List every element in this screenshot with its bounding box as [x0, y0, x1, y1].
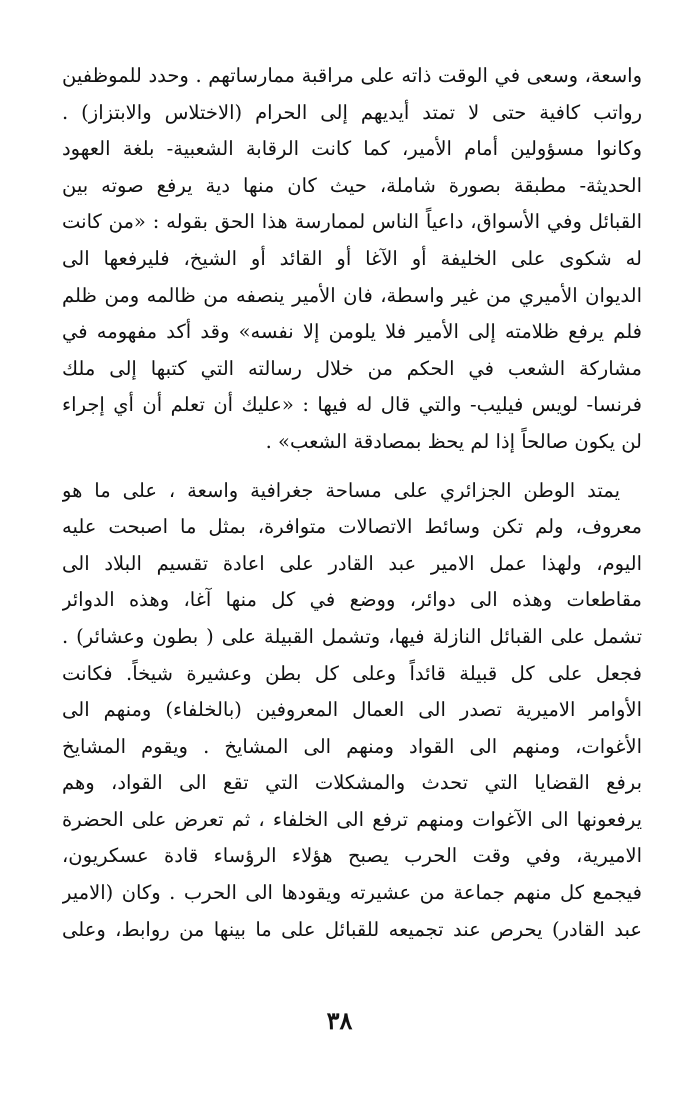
text-line: الحديثة- مطبقة بصورة شاملة، حيث كان منها دية يرفع صوته بين [62, 173, 642, 197]
text-line: لن يكون صالحاً إذا لم يحظ بمصادقة الشعب» . [265, 429, 642, 453]
paragraph-1 [62, 58, 642, 461]
text-line: يمتد الوطن الجزائري على مساحة جغرافية واسعة ، على ما هو [62, 478, 620, 502]
text-line: معروف، ولم تكن وسائط الاتصالات متوافرة، بمثل ما اصبحت عليه [62, 515, 642, 539]
text-line: له شكوى على الخليفة أو الآغا أو القائد أو الشيخ، فليرفعها الى [62, 246, 642, 270]
paragraph-2 [62, 473, 642, 949]
page-number: ٣٨ [326, 1006, 353, 1035]
text-line: الديوان الأميري من غير واسطة، فان الأمير ينصفه من ظالمه ومن ظلم [62, 283, 642, 307]
text-line: فيجمع كل منهم جماعة من عشيرته ويقودها الى الحرب . وكان (الامير [62, 881, 642, 905]
text-line: فجعل على كل قبيلة قائداً وعلى كل بطن وعشيرة شيخاً. فكانت [62, 661, 642, 685]
text-line: تشمل على القبائل النازلة فيها، وتشمل القبيلة على ( بطون وعشائر) . [62, 624, 642, 648]
text-line: الأوامر الاميرية تصدر الى العمال المعروفين (بالخلفاء) ومنهم الى [62, 698, 642, 722]
text-line: اليوم، ولهذا عمل الامير عبد القادر على اعادة تقسيم البلاد الى [62, 551, 642, 575]
text-line: عبد القادر) يحرص عند تجميعه للقبائل على ما بينها من روابط، وعلى [62, 917, 642, 941]
text-line: فرنسا- لويس فيليب- والتي قال له فيها : «عليك أن تعلم أن أي إجراء [62, 393, 642, 417]
text-line: وكانوا مسؤولين أمام الأمير، كما كانت الرقابة الشعبية- بلغة العهود [62, 137, 642, 161]
text-line: مقاطعات وهذه الى دوائر، ووضع في كل منها آغا، وهذه الدوائر [62, 588, 642, 612]
text-line: مشاركة الشعب في الحكم من خلال رسالته التي كتبها إلى ملك [62, 356, 642, 380]
text-line: واسعة، وسعى في الوقت ذاته على مراقبة ممارساتهم . وحدد للموظفين [62, 64, 642, 87]
text-line: رواتب كافية حتى لا تمتد أيديهم إلى الحرام (الاختلاس والابتزاز) . [62, 100, 642, 124]
text-line: يرفعونها الى الآغوات ومنهم ترفع الى الخلفاء ، ثم تعرض على الحضرة [62, 807, 642, 831]
text-line: برفع القضايا التي تحدث والمشكلات التي تقع الى القواد، وهم [62, 771, 642, 795]
text-line: الأغوات، ومنهم الى القواد ومنهم الى المشايخ . ويقوم المشايخ [62, 734, 642, 758]
text-line: فلم يرفع ظلامته إلى الأمير فلا يلومن إلا نفسه» وقد أكد مفهومه في [62, 320, 642, 344]
book-page [62, 58, 642, 1058]
text-line: الاميرية، وفي وقت الحرب يصبح هؤلاء الرؤساء قادة عسكريون، [62, 844, 642, 868]
text-line: القبائل وفي الأسواق، داعياً الناس لممارسة هذا الحق بقوله : «من كانت [62, 210, 642, 234]
